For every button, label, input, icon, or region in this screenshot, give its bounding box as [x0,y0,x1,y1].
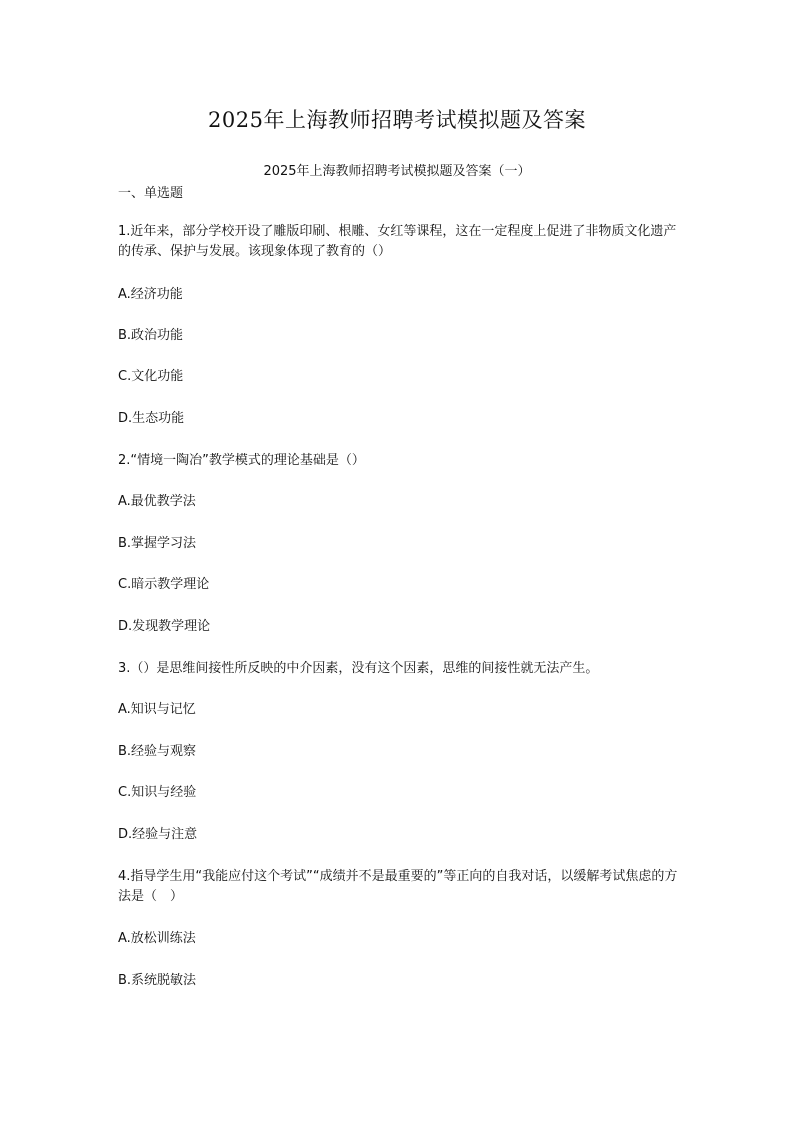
question-4-stem: 4.指导学生用“我能应付这个考试”“成绩并不是最重要的”等正向的自我对话，以缓解考试焦虑的方法是（ ） [118,869,678,904]
question-4-option-b: B.系统脱敏法 [118,973,197,988]
document-title: 2025年上海教师招聘考试模拟题及答案 [208,108,586,132]
question-2-option-b: B.掌握学习法 [118,536,197,551]
question-3-option-c: C.知识与经验 [118,785,197,800]
question-1-option-a: A.经济功能 [118,287,183,302]
question-1-option-d: D.生态功能 [118,411,185,426]
question-3-option-a: A.知识与记忆 [118,702,196,717]
question-4-option-a: A.放松训练法 [118,931,196,946]
question-3-stem: 3.（）是思维间接性所反映的中介因素，没有这个因素，思维的间接性就无法产生。 [118,661,599,676]
section-heading: 一、单选题 [118,186,184,201]
question-3-option-d: D.经验与注意 [118,827,198,842]
question-2-stem: 2.“情境一陶冶”教学模式的理论基础是（） [118,453,365,468]
question-2-option-d: D.发现教学理论 [118,619,211,634]
question-2-option-c: C.暗示教学理论 [118,577,210,592]
question-1-option-b: B.政治功能 [118,328,184,343]
document-subtitle: 2025年上海教师招聘考试模拟题及答案（一） [263,164,531,179]
question-3-option-b: B.经验与观察 [118,744,197,759]
question-1-stem: 1.近年来，部分学校开设了雕版印刷、根雕、女红等课程，这在一定程度上促进了非物质文化遗产的传承、保护与发展。该现象体现了教育的（） [118,224,677,259]
question-2-option-a: A.最优教学法 [118,494,196,509]
question-1-option-c: C.文化功能 [118,369,184,384]
